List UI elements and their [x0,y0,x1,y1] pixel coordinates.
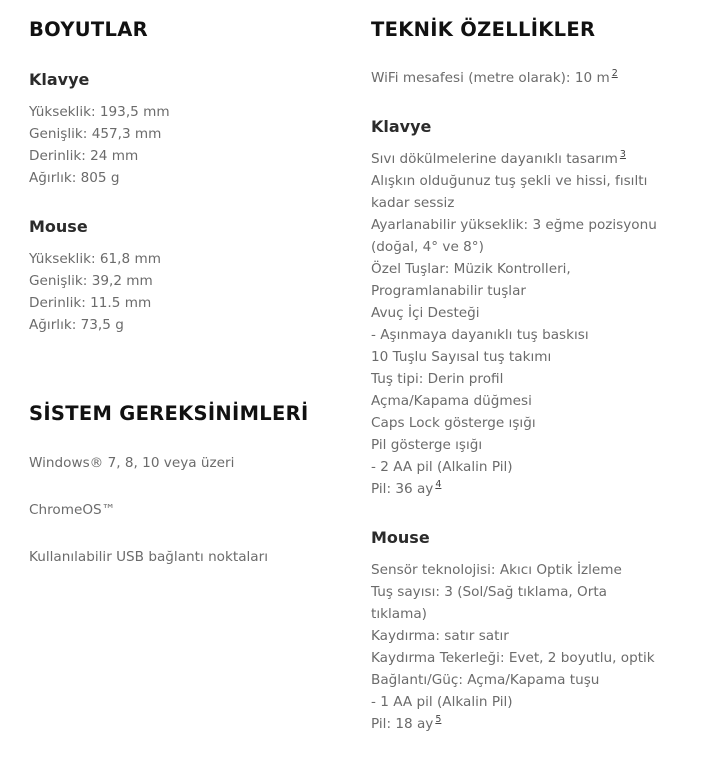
list-item: Genişlik: 39,2 mm [29,273,153,289]
dimensions-keyboard-title: Klavye [29,70,90,89]
mouse-battery-text: Pil: 18 ay [371,716,434,732]
spill-resistant-text: Sıvı dökülmelerine dayanıklı tasarım [371,151,618,167]
list-item: - 2 AA pil (Alkalin Pil) [371,459,513,475]
dimensions-mouse-list [29,248,161,336]
dimensions-mouse-title: Mouse [29,217,88,236]
list-item [371,148,671,170]
list-item: Pil gösterge ışığı [371,437,483,453]
system-requirements-title: SİSTEM GEREKSİNİMLERİ [29,402,309,425]
list-item: 10 Tuşlu Sayısal tuş takımı [371,349,552,365]
footnote-link[interactable]: 2 [611,68,618,80]
list-item: Caps Lock gösterge ışığı [371,415,536,431]
list-item: - 1 AA pil (Alkalin Pil) [371,694,513,710]
list-item: Ayarlanabilir yükseklik: 3 eğme pozisyonu (doğal, 4° ve 8°) [371,217,657,255]
list-item: Alışkın olduğunuz tuş şekli ve hissi, fısıltı kadar sessiz [371,173,648,211]
list-item: - Aşınmaya dayanıklı tuş baskısı [371,327,589,343]
dimensions-keyboard-list [29,101,170,189]
wifi-range [371,67,618,89]
list-item: Derinlik: 24 mm [29,148,139,164]
list-item: Genişlik: 457,3 mm [29,126,162,142]
tech-keyboard-list [371,148,671,500]
keyboard-battery-text: Pil: 36 ay [371,481,434,497]
list-item: Bağlantı/Güç: Açma/Kapama tuşu [371,672,600,688]
system-req-usb: Kullanılabilir USB bağlantı noktaları [29,549,269,565]
tech-specs-title: TEKNİK ÖZELLİKLER [371,18,596,41]
list-item: Yükseklik: 193,5 mm [29,104,170,120]
list-item: Yükseklik: 61,8 mm [29,251,161,267]
list-item: Ağırlık: 805 g [29,170,120,186]
list-item: Tuş sayısı: 3 (Sol/Sağ tıklama, Orta tıklama) [371,584,607,622]
list-item [371,713,661,735]
footnote-link[interactable]: 3 [619,149,626,161]
list-item: Kaydırma: satır satır [371,628,509,644]
list-item: Açma/Kapama düğmesi [371,393,532,409]
tech-mouse-title: Mouse [371,528,430,547]
list-item: Ağırlık: 73,5 g [29,317,124,333]
list-item: Avuç İçi Desteği [371,305,480,321]
footnote-link[interactable]: 5 [435,714,442,726]
list-item [371,478,671,500]
footnote-link[interactable]: 4 [435,479,442,491]
system-req-windows: Windows® 7, 8, 10 veya üzeri [29,455,235,471]
list-item: Kaydırma Tekerleği: Evet, 2 boyutlu, optik [371,650,655,666]
list-item: Sensör teknolojisi: Akıcı Optik İzleme [371,562,622,578]
tech-mouse-list [371,559,661,735]
list-item: Özel Tuşlar: Müzik Kontrolleri, Programlanabilir tuşlar [371,261,571,299]
tech-keyboard-title: Klavye [371,117,432,136]
list-item: Derinlik: 11.5 mm [29,295,152,311]
wifi-range-text: WiFi mesafesi (metre olarak): 10 m [371,70,610,86]
system-req-chromeos: ChromeOS™ [29,502,116,518]
list-item: Tuş tipi: Derin profil [371,371,504,387]
dimensions-title: BOYUTLAR [29,18,148,41]
